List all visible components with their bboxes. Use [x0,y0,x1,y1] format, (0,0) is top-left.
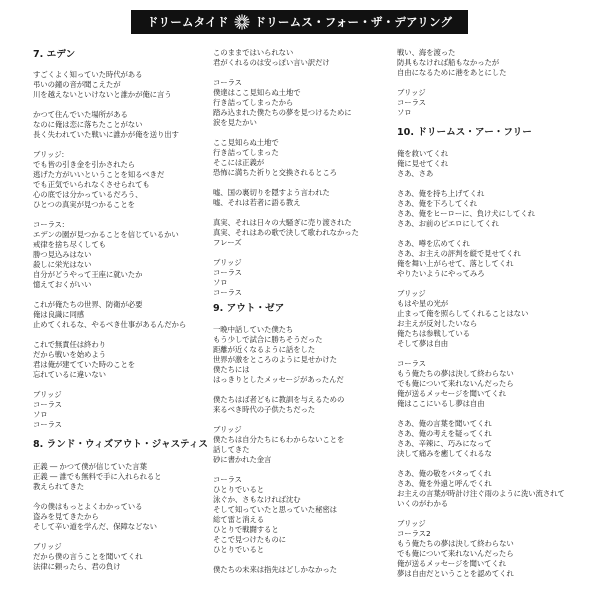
lyric-line [33,290,186,300]
lyric-line: もはや星の光が [397,299,449,308]
lyric-line: コーラス: [33,220,65,229]
lyric-line [397,179,565,189]
lyric-line: さあ、俺を下ろしてくれ [397,199,477,208]
lyric-line: やりたいようにやってみろ [397,269,485,278]
lyric-line: 一晩中話していた僕たち [213,325,294,334]
lyrics-land-without-justice-cont [213,48,359,298]
lyric-line: 真実、それは日々の大騒ぎに売り渡された [213,218,352,227]
lyric-line [213,248,359,258]
lyric-line: 恐怖に満ちた祈りと交換されるところ [213,168,337,177]
lyric-line: そして知っていたと思っていた秘密は [213,505,337,514]
lyrics-land-without-justice [33,462,161,572]
lyric-line: 川を越えないといけないと誰かが俺に言う [33,90,172,99]
lyric-line: フレーズ [213,238,242,247]
lyric-line: さあ、俺の言葉を聞いてくれ [397,419,492,428]
song-title-out-there: 9. アウト・ゼア [213,303,285,314]
lyric-line: もう俺たちの夢は決して終わらない [397,539,514,548]
lyric-line: ソロ [213,278,228,287]
lyric-line: さあ、俺を持ち上げてくれ [397,189,485,198]
lyric-line: 僕たちは自分たちにもわからないことを [213,435,345,444]
lyric-line [397,349,565,359]
lyric-line: さあ、さあ [397,169,434,178]
lyric-line: 逃げた方がいいということを知るべきだ [33,170,165,179]
lyric-list [213,48,359,298]
lyric-line: いくのがわかる [397,499,449,508]
lyric-line: ブリッジ [213,258,242,267]
lyric-line: ブリッジ [33,390,62,399]
lyric-line [213,385,344,395]
lyric-line [213,465,344,475]
lyrics-dreams-are-free [397,149,565,579]
lyric-line: 殺しに栄光はない [33,260,92,269]
song-title-eden: 7. エデン [33,49,76,60]
lyric-line: さあ、俺を外遠と呼んでくれ [397,479,492,488]
lyric-line: 俺たちは参戦している [397,329,470,338]
lyric-list [397,149,565,579]
lyric-line: そして夢は自由 [397,339,449,348]
lyric-line: でも正気でいられなくさせられても [33,180,150,189]
lyric-line [397,229,565,239]
lyric-line [33,210,186,220]
lyric-line: そこで見つけたものに [213,535,286,544]
lyric-line: 行き詰ってしまった [213,148,279,157]
lyric-line: ひとりでいると [213,545,265,554]
lyric-line: すごくよく知っていた時代がある [33,70,143,79]
lyric-line: 俺が送るメッセージを聞いてくれ [397,559,506,568]
lyric-line: さあ、噂を広めてくれ [397,239,470,248]
lyric-line [397,409,565,419]
lyric-line: 砂に書かれた金言 [213,455,272,464]
lyric-list [33,70,186,430]
lyric-line: ブリッジ [397,88,426,97]
lyric-line: だから戦いを始めよう [33,350,106,359]
lyric-line: もう俺たちの夢は決して終わらない [397,369,514,378]
lyric-line: 教えられてきた [33,482,85,491]
lyric-line: コーラス [213,288,242,297]
lyric-line: 僕達はここ見知らぬ土地で [213,88,301,97]
lyric-line [33,140,186,150]
lyric-list [397,48,506,118]
lyric-line: 忘れているに違いない [33,370,106,379]
lyric-line [33,380,186,390]
lyric-line [213,128,359,138]
lyric-line: 自分がどうやって王座に就いたか [33,270,143,279]
lyric-line: でも俺について来れないんだったら [397,379,514,388]
lyric-line: でも俺について来れないんだったら [397,549,514,558]
lyric-line: 真実、それはあの歌で決して歌われなかった [213,228,359,237]
lyric-line: ひとつの真実が見つかることを [33,200,135,209]
lyric-line: 自由になるために港をあとにした [397,68,507,77]
lyric-line: さあ、俺をヒーローに、負け犬にしてくれ [397,209,535,218]
lyric-line [213,68,359,78]
lyric-line: コーラス [397,98,426,107]
lyric-line: 涙を見たかい [213,118,257,127]
lyric-line [33,532,161,542]
lyric-line: かつて住んでいた場所がある [33,110,128,119]
lyric-line: これで無責任は終わり [33,340,106,349]
lyric-line: 勝つ見込みはない [33,250,92,259]
lyric-line: だから僕の言うことを聞いてくれ [33,552,143,561]
lyric-line: 決して痛みを癒してくれるな [397,449,492,458]
lyric-line: 今の僕はもっとよくわかっている [33,502,143,511]
lyric-line: 憶えておくがいい [33,280,92,289]
lyric-line: 世界が激をところのように見せかけた [213,355,337,364]
lyric-line: ブリッジ [397,289,426,298]
lyric-line: 盗みを見てきたから [33,512,99,521]
lyric-line: 戦い、海を渡った [397,48,456,57]
lyric-line: さあ、お主えの評判を縦で見せてくれ [397,249,521,258]
lyric-line: でも皆の引き金を引かされたら [33,160,136,169]
lyric-line: 僕たちはば者どもに教訓を与えるための [213,395,345,404]
lyric-line: 来るべき時代の子供たちだった [213,405,316,414]
lyric-line [33,100,186,110]
lyric-line: コーラス [213,475,242,484]
lyric-line: 行き詰ってしまったから [213,98,294,107]
lyrics-out-there-cont [397,48,506,118]
lyric-line: 俺を舞い上がらせて、落としてくれ [397,259,514,268]
lyric-line: コーラス [213,268,242,277]
lyric-line: 防具もなければ船もなかったが [397,58,500,67]
lyric-line: 止めてくれるな、やるべき仕事があるんだから [33,320,187,329]
header-title-left: ドリームタイド [146,15,229,29]
lyric-line [33,492,161,502]
lyric-line [213,415,344,425]
lyric-line: これが俺たちの世界、防衛が必要 [33,300,143,309]
lyrics-out-there [213,325,344,575]
lyric-line: さあ、俺の敬をバタってくれ [397,469,492,478]
lyric-line: もう少しで試合に勝ちそうだった [213,335,323,344]
lyric-line: はっきりとしたメッセージがあったんだ [213,375,344,384]
lyric-line: このままではいられない [213,48,294,57]
lyric-line: 君は俺が建てていた時のことを [33,360,136,369]
lyric-line: 長く失われていた戦いに誰かが俺を送り出す [33,130,179,139]
lyric-line: ブリッジ [33,542,62,551]
lyric-line: お主えの言葉が時計け注ぐ雨のように洗い流されて [397,489,565,498]
lyric-line: お主えが反対したいなら [397,319,478,328]
lyric-line: ソロ [33,410,48,419]
lyric-line: 嘘、国の裏切りを隠すよう言われた [213,188,330,197]
lyric-line: 心の底では分かっているだろう、 [33,190,143,199]
lyric-line [397,279,565,289]
lyric-line: コーラス [397,359,426,368]
header-title-right: ドリームス・フォー・ザ・デアリング [254,15,453,29]
lyric-line: 俺が送るメッセージを聞いてくれ [397,389,506,398]
lyric-line: 正義 ― 誰でも無料で手に入れられると [33,472,162,481]
lyric-line: エデンの園が見つかることを信じているかい [33,230,179,239]
lyric-line: そして辛い道を学んだ、保障などない [33,522,157,531]
lyric-line: 俺はここにいるし夢は自由 [397,399,485,408]
lyric-line: 嘘、それは若者に語る教え [213,198,301,207]
lyric-line: 正義 ― かつて僕が信じていた言葉 [33,462,147,471]
lyric-list [33,462,161,572]
lyric-list [213,325,344,575]
lyric-line: 僕たちの未来は指先はどしかなかった [213,565,337,574]
lyric-line: さあ、辛辣に、巧みになって [397,439,492,448]
lyric-line: 総て雷と消える [213,515,265,524]
lyric-line: ひとりで戦闘すると [213,525,279,534]
lyric-line: 話してきた [213,445,250,454]
lyric-line: ひとりでいると [213,485,265,494]
lyric-line: さあ、俺の考えを疑ってくれ [397,429,492,438]
lyric-line [397,78,506,88]
lyric-line: 法律に頼ったら、君の負け [33,562,121,571]
sunburst-icon [234,14,250,30]
lyric-line: コーラス [33,420,62,429]
lyric-line: 距離が近くなるように話をした [213,345,316,354]
lyric-line [213,208,359,218]
lyric-line: 止まって俺を照らしてくれることはない [397,309,529,318]
lyric-line: 俺に見せてくれ [397,159,449,168]
lyric-line: さあ、お前のピエロにしてくれ [397,219,499,228]
lyric-line: 泳ぐか、さもなければ沈む [213,495,301,504]
lyric-line: 僕たちには [213,365,250,374]
lyric-line [213,178,359,188]
lyric-line: なのに俺は恋に落ちたことがない [33,120,143,129]
lyric-line: 踏み込まれた僕たちの夢を見つけるために [213,108,352,117]
lyric-line [397,509,565,519]
lyric-line: 俺は良識に同感 [33,310,85,319]
lyrics-eden [33,70,186,430]
lyric-line: コーラス [213,78,242,87]
album-header-banner [131,10,468,34]
lyric-line: 戒律を捨ち尽くしても [33,240,106,249]
lyric-line [213,555,344,565]
lyric-line: そこには正義が [213,158,265,167]
lyric-line: ブリッジ [397,519,426,528]
lyric-line: ブリッジ: [33,150,64,159]
lyric-line: 俺を救いてくれ [397,149,449,158]
lyric-line: 弔いの鐘の音が聞こえたが [33,80,121,89]
lyric-line: ブリッジ [213,425,242,434]
lyric-line [33,330,186,340]
lyric-line: コーラス [33,400,62,409]
lyric-line: ソロ [397,108,412,117]
lyric-line: 夢は自由だということを認めてくれ [397,569,514,578]
song-title-dreams-are-free: 10. ドリームス・アー・フリー [397,127,532,138]
lyric-line [397,459,565,469]
lyric-line: ここ見知らぬ土地で [213,138,279,147]
lyric-line: 君がくれるのは安っぽい言い訳だけ [213,58,330,67]
song-title-land-without-justice: 8. ランド・ウィズアウト・ジャスティス [33,439,209,450]
lyric-line: コーラス2 [397,529,431,538]
